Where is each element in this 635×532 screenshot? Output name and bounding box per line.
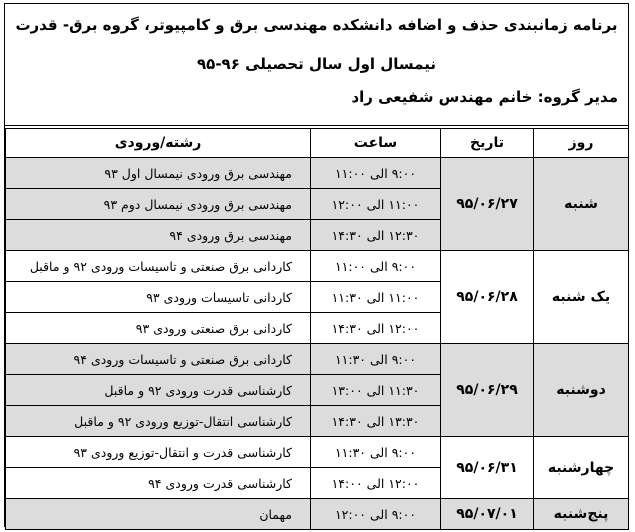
schedule-table [5, 128, 629, 530]
day-cell: چهارشنبه [534, 437, 629, 499]
program-cell: کاردانی برق صنعتی ورودی ۹۳ [6, 313, 311, 344]
schedule-document [4, 3, 629, 527]
table-row [6, 251, 629, 282]
time-cell: ۹:۰۰ الی ۱۱:۰۰ [311, 251, 441, 282]
date-cell: ۹۵/۰۶/۲۹ [441, 344, 534, 437]
document-header [5, 4, 628, 126]
document-title: برنامه زمانبندی حذف و اضافه دانشکده مهندسی برق و کامپیوتر، گروه برق- قدرت [15, 16, 618, 34]
program-cell: مهندسی برق ورودی نیمسال دوم ۹۳ [6, 189, 311, 220]
header-program: رشته/ورودی [6, 129, 311, 158]
header-date: تاریخ [441, 129, 534, 158]
time-cell: ۱۱:۰۰ الی ۱۲:۰۰ [311, 189, 441, 220]
time-cell: ۱۱:۰۰ الی ۱۱:۳۰ [311, 282, 441, 313]
date-cell: ۹۵/۰۶/۲۷ [441, 158, 534, 251]
program-cell: کارشناسی قدرت و انتقال-توزیع ورودی ۹۳ [6, 437, 311, 468]
table-row [6, 344, 629, 375]
program-cell: مهمان [6, 499, 311, 530]
program-cell: مهندسی برق ورودی نیمسال اول ۹۳ [6, 158, 311, 189]
date-cell: ۹۵/۰۶/۲۸ [441, 251, 534, 344]
time-cell: ۱۳:۳۰ الی ۱۴:۳۰ [311, 406, 441, 437]
time-cell: ۱۲:۰۰ الی ۱۴:۳۰ [311, 313, 441, 344]
group-manager: مدیر گروه: خانم مهندس شفیعی راد [351, 88, 618, 106]
program-cell: کارشناسی قدرت ورودی ۹۴ [6, 468, 311, 499]
time-cell: ۱۲:۳۰ الی ۱۴:۳۰ [311, 220, 441, 251]
table-header-row [6, 129, 629, 158]
header-time: ساعت [311, 129, 441, 158]
table-row [6, 158, 629, 189]
table-row [6, 437, 629, 468]
time-cell: ۱۲:۰۰ الی ۱۴:۰۰ [311, 468, 441, 499]
table-row [6, 499, 629, 530]
program-cell: کارشناسی قدرت ورودی ۹۲ و ماقبل [6, 375, 311, 406]
semester-title: نیمسال اول سال تحصیلی ۹۶-۹۵ [197, 55, 436, 73]
program-cell: کاردانی تاسیسات ورودی ۹۳ [6, 282, 311, 313]
time-cell: ۱۱:۳۰ الی ۱۳:۰۰ [311, 375, 441, 406]
time-cell: ۹:۰۰ الی ۱۱:۳۰ [311, 437, 441, 468]
time-cell: ۹:۰۰ الی ۱۱:۳۰ [311, 344, 441, 375]
program-cell: کاردانی برق صنعتی و تاسیسات ورودی ۹۴ [6, 344, 311, 375]
program-cell: مهندسی برق ورودی ۹۴ [6, 220, 311, 251]
date-cell: ۹۵/۰۷/۰۱ [441, 499, 534, 530]
day-cell: شنبه [534, 158, 629, 251]
schedule-body [6, 158, 629, 530]
date-cell: ۹۵/۰۶/۳۱ [441, 437, 534, 499]
time-cell: ۹:۰۰ الی ۱۲:۰۰ [311, 499, 441, 530]
program-cell: کارشناسی انتقال-توزیع ورودی ۹۲ و ماقبل [6, 406, 311, 437]
day-cell: پنج‌شنبه [534, 499, 629, 530]
time-cell: ۹:۰۰ الی ۱۱:۰۰ [311, 158, 441, 189]
header-day: روز [534, 129, 629, 158]
program-cell: کاردانی برق صنعتی و تاسیسات ورودی ۹۲ و ماقبل [6, 251, 311, 282]
day-cell: یک شنبه [534, 251, 629, 344]
day-cell: دوشنبه [534, 344, 629, 437]
